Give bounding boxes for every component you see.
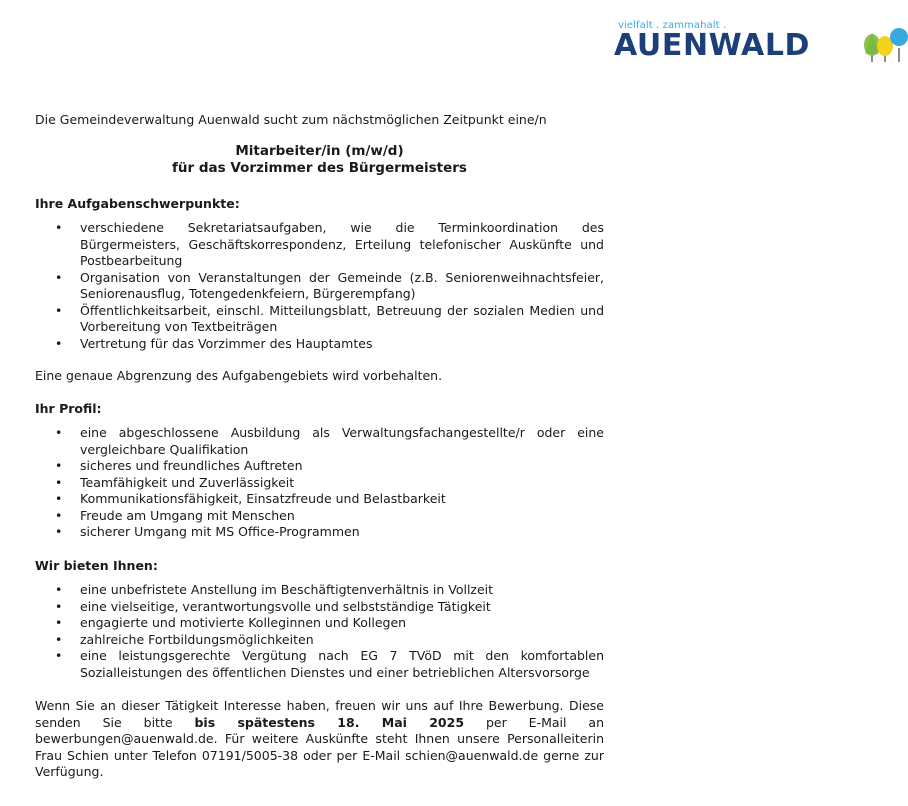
list-item: • eine abgeschlossene Ausbildung als Verwaltungsfachangestellte/r oder eine vergleichbare Qualifikation [55,425,604,457]
intro-text: Die Gemeindeverwaltung Auenwald sucht zum nächstmöglichen Zeitpunkt eine/n [35,112,547,127]
bullet-icon: • [55,582,63,597]
bullet-icon: • [55,491,63,506]
logo-wordmark: AUENWALD [614,28,811,63]
auenwald-logo [306,8,811,63]
bullet-icon: • [55,425,63,440]
list-item: • Öffentlichkeitsarbeit, einschl. Mitteilungsblatt, Betreuung der sozialen Medien und Vorbereitung von Textbeiträgen [55,302,604,334]
job-posting [35,112,604,781]
tasks-note: Eine genaue Abgrenzung des Aufgabengebiets wird vorbehalten. [35,368,443,383]
bullet-icon: • [55,598,63,614]
list-item: • engagierte und motivierte Kolleginnen und Kollegen [55,615,407,630]
logo-tagline: vielfalt . zammahalt . [618,20,727,31]
bullet-icon: • [55,474,63,490]
bullet-icon: • [55,335,63,351]
bullet-icon: • [55,524,63,539]
list-item: • eine leistungsgerechte Vergütung nach EG 7 TVöD mit den komfortablen Sozialleistungen des öffentlichen Dienstes und einer betrieblichen Altersvorsorge [55,648,604,680]
list-item: • Organisation von Veranstaltungen der Gemeinde (z.B. Seniorenweihnachtsfeier, Seniorenausflug, Totengedenkfeiern, Bürgerempfang) [55,269,604,301]
bullet-icon: • [55,615,63,630]
bullet-icon: • [55,302,63,318]
profile-heading: Ihr Profil: [35,400,102,416]
profile-list [35,425,604,541]
tasks-list [35,220,604,352]
list-item: • Vertretung für das Vorzimmer des Hauptamtes [55,335,373,351]
application-deadline: bis spätestens 18. Mai 2025 [194,714,465,730]
offer-list [35,582,604,681]
list-item: • sicheres und freundliches Auftreten [55,458,303,473]
list-item: • Freude am Umgang mit Menschen [55,507,295,523]
bullet-icon: • [55,458,63,473]
list-item: • eine unbefristete Anstellung im Beschäftigtenverhältnis in Vollzeit [55,582,494,597]
list-item: • verschiedene Sekretariatsaufgaben, wie die Terminkoordination des Bürgermeisters, Geschäftskorrespondenz, Erteilung telefonischer Auskünfte und Postbearbeitung [55,220,604,268]
bullet-icon: • [55,220,63,235]
job-title-line-2: für das Vorzimmer des Bürgermeisters [172,160,467,176]
bullet-icon: • [55,648,63,663]
list-item: • Teamfähigkeit und Zuverlässigkeit [55,474,295,490]
closing-paragraph: Wenn Sie an dieser Tätigkeit Interesse haben, freuen wir uns auf Ihre Bewerbung. Diese senden Sie bitte bis spätestens 18. Mai 2025 per E-Mail an bewerbungen@auenwald.de. Für weitere Auskünfte steht Ihnen unsere Personalleiterin Frau Schien unter Telefon 07191/5005-38 oder per E-Mail schien@auenwald.de gerne zur Verfügung. [35,698,604,779]
list-item: • zahlreiche Fortbildungsmöglichkeiten [55,631,314,647]
list-item: • eine vielseitige, verantwortungsvolle und selbstständige Tätigkeit [55,598,491,614]
bullet-icon: • [55,631,63,647]
bullet-icon: • [55,507,63,523]
trees-icon [862,20,908,62]
job-title-line-1: Mitarbeiter/in (m/w/d) [235,142,404,159]
list-item: • Kommunikationsfähigkeit, Einsatzfreude und Belastbarkeit [55,491,446,506]
tasks-heading: Ihre Aufgabenschwerpunkte: [35,195,240,211]
offer-heading: Wir bieten Ihnen: [35,557,158,573]
list-item: • sicherer Umgang mit MS Office-Programmen [55,524,360,539]
bullet-icon: • [55,269,63,285]
